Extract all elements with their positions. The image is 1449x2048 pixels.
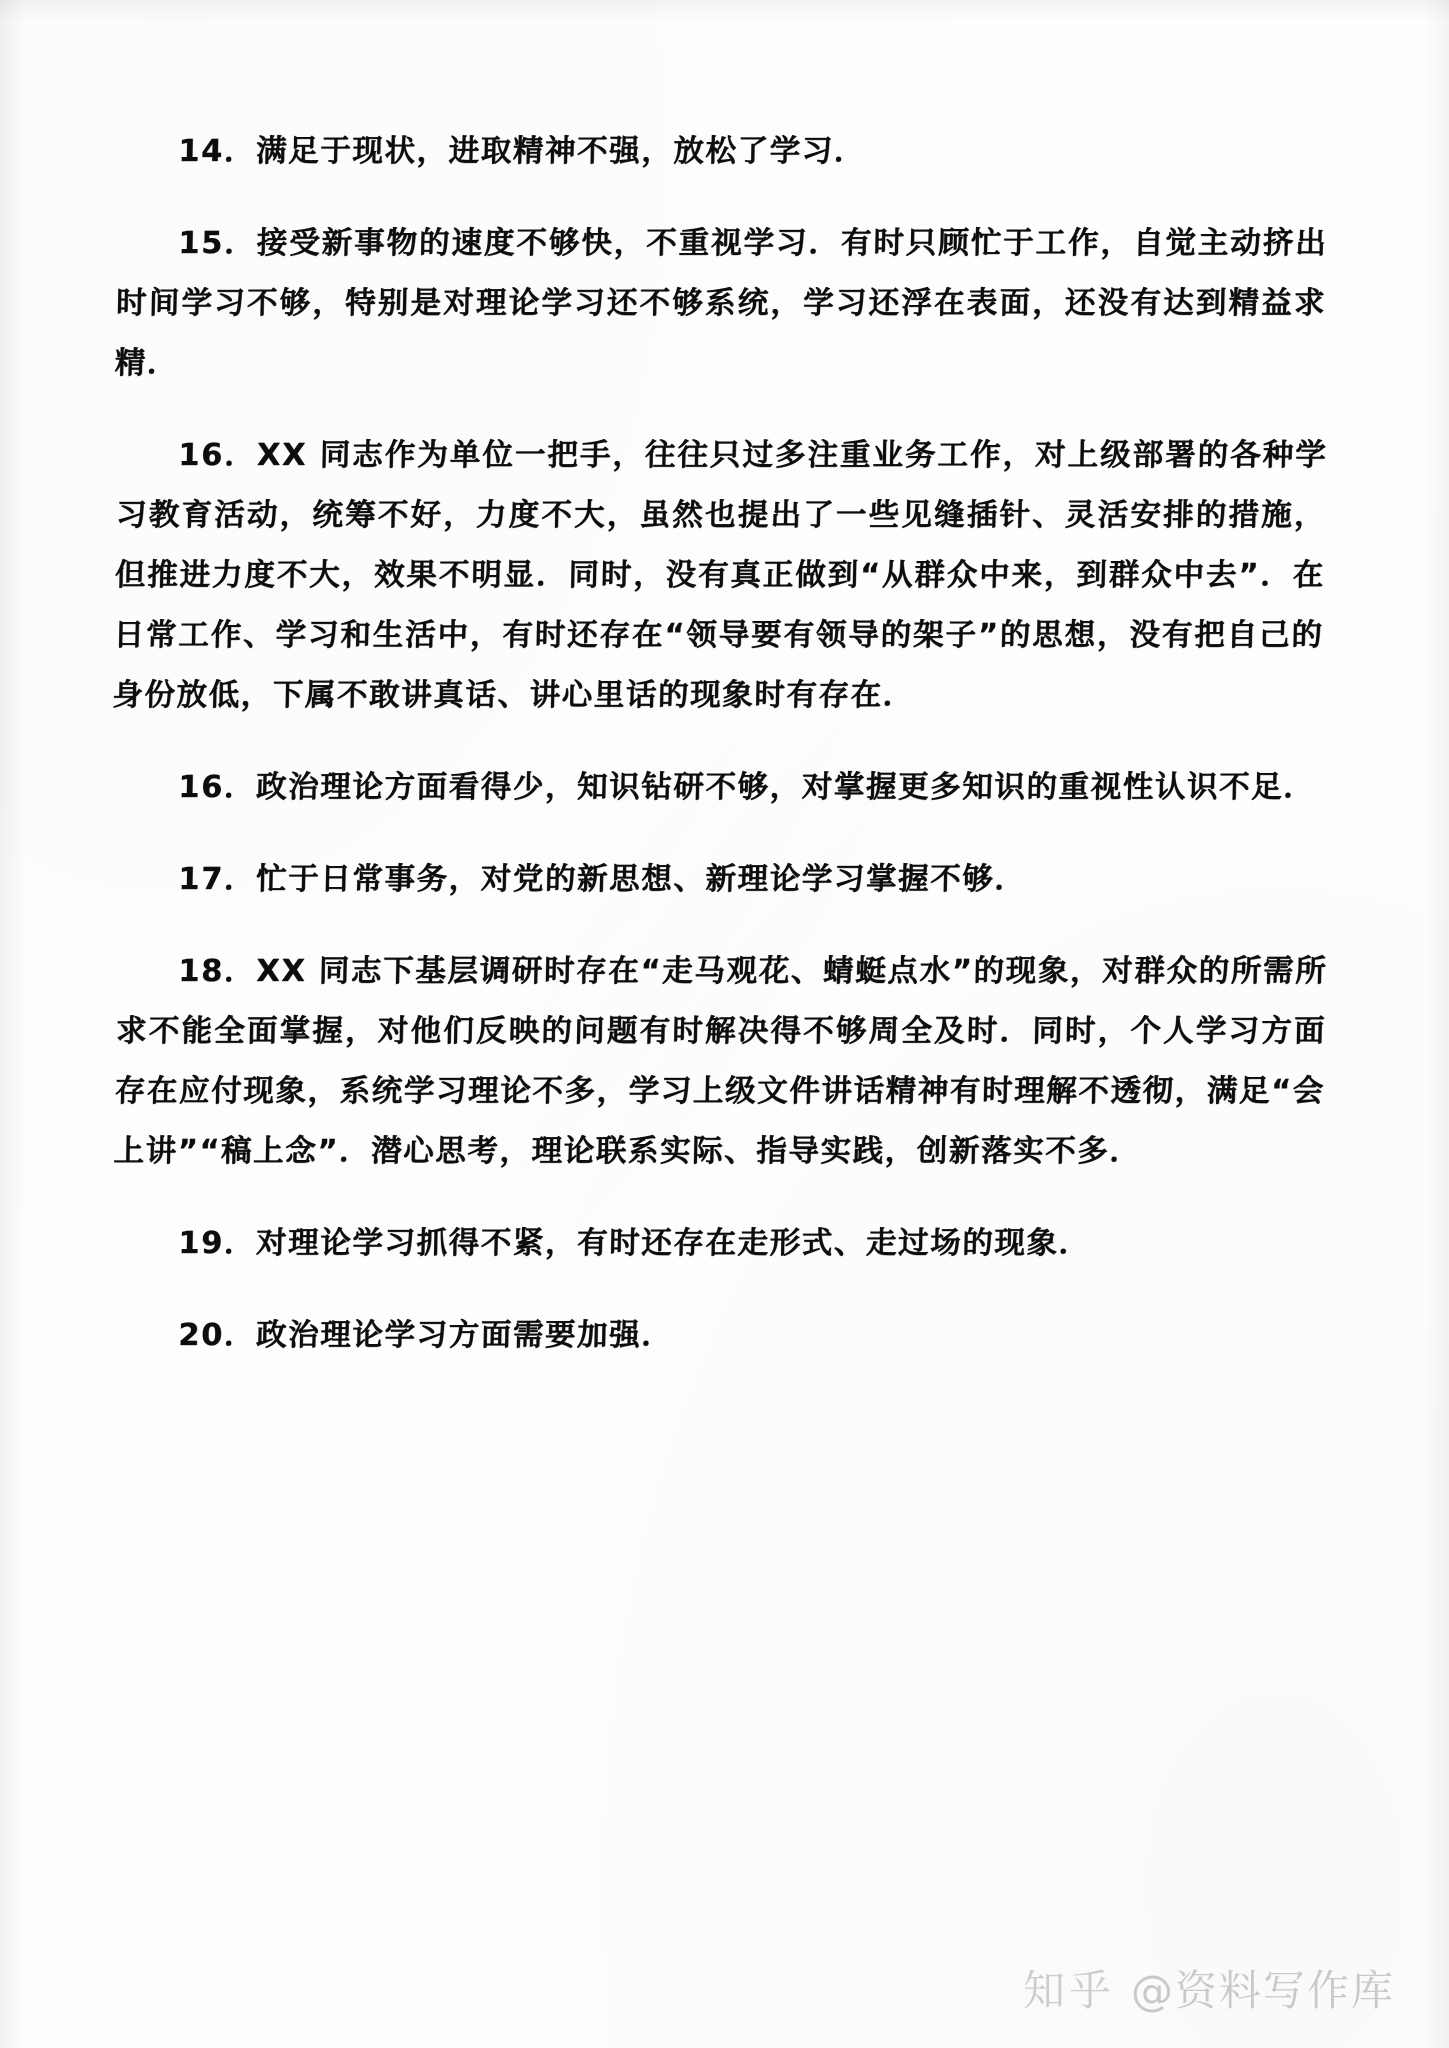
zhihu-logo-text: 知乎 — [1022, 1966, 1115, 2015]
paragraph-item-19: 19．对理论学习抓得不紧，有时还存在走形式、走过场的现象． — [178, 1226, 1092, 1261]
scan-edge-shading-right — [1423, 0, 1449, 2048]
paragraph-item-16a: 16．XX 同志作为单位一把手，往往只过多注重业务工作，对上级部署的各种学习教育活动，统筹不好，力度不大，虽然也提出了一些见缝插针、灵活安排的措施，但推进力度不大，效果不明显．同时，没有真正做到“从群众中来，到群众中去”．在日常工作、学习和生活中，有时还存在“领导要有领导的架子”的思想，没有把自己的身份放低，下属不敢讲真话、讲心里话的现象时有存在． — [111, 438, 1328, 713]
scan-edge-shading-top — [0, 0, 1449, 22]
paragraph-item-18: 18．XX 同志下基层调研时存在“走马观花、蜻蜓点水”的现象，对群众的所需所求不能全面掌握，对他们反映的问题有时解决得不够周全及时．同时，个人学习方面存在应付现象，系统学习理论不多，学习上级文件讲话精神有时理解不透彻，满足“会上讲”“稿上念”．潜心思考，理论联系实际、指导实践，创新落实不多． — [113, 954, 1328, 1169]
zhihu-author-handle: @资料写作库 — [1130, 1966, 1395, 2015]
paragraph-item-14: 14．满足于现状，进取精神不强，放松了学习． — [178, 134, 867, 169]
scan-edge-shading-left — [0, 0, 26, 2048]
paragraph-item-15: 15．接受新事物的速度不够快，不重视学习．有时只顾忙于工作，自觉主动挤出时间学习不够，特别是对理论学习还不够系统，学习还浮在表面，还没有达到精益求精． — [114, 226, 1328, 381]
paragraph-item-16b: 16．政治理论方面看得少，知识钻研不够，对掌握更多知识的重视性认识不足． — [178, 770, 1316, 805]
document-text-body — [111, 122, 1328, 1366]
paragraph-item-20: 20．政治理论学习方面需要加强． — [178, 1318, 674, 1353]
paragraph-item-17: 17．忙于日常事务，对党的新思想、新理论学习掌握不够． — [178, 862, 1027, 897]
zhihu-watermark — [1023, 1958, 1395, 2018]
